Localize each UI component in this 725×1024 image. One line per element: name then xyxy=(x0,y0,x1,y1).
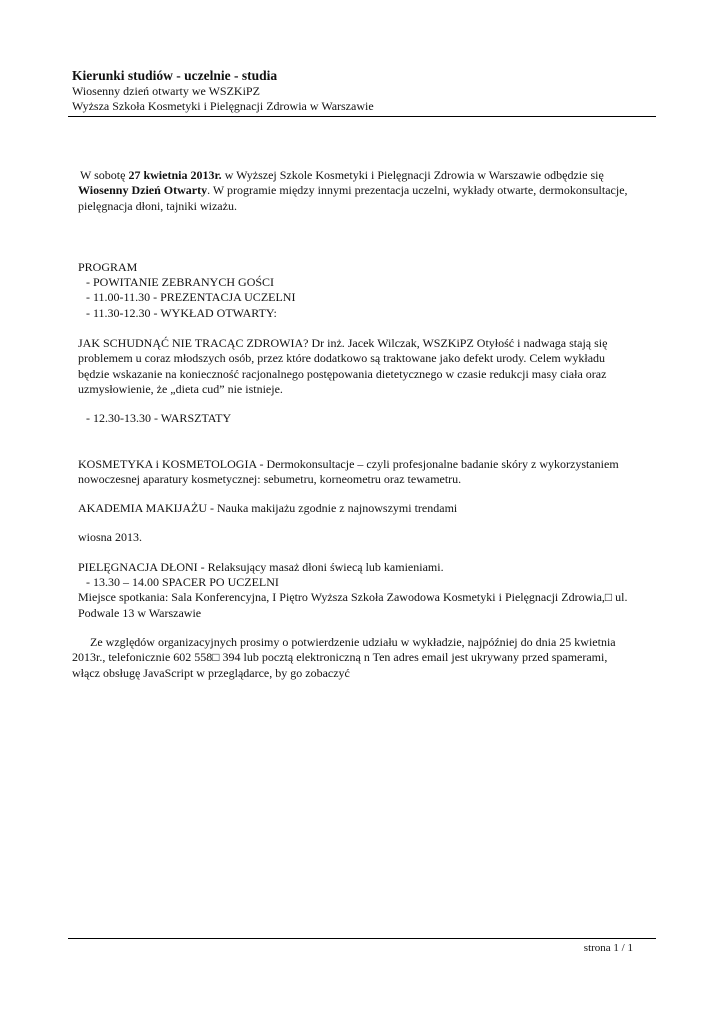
event-name: Wiosenny Dzień Otwarty xyxy=(78,183,208,198)
program-item: - 11.00-11.30 - PREZENTACJA UCZELNI xyxy=(86,290,296,305)
footer-divider xyxy=(68,938,656,939)
intro-text-3: . W programie między innymi prezentacja uczelni, wykłady otwarte, dermokonsultacje, pielęgnacja dłoni, tajniki wizażu. xyxy=(78,183,628,213)
meeting-place: Miejsce spotkania: Sala Konferencyjna, I Piętro Wyższa Szkoła Zawodowa Kosmetyki i Pielęgnacji Zdrowia,□ ul. Podwale 13 w Warszawie xyxy=(78,590,628,620)
kosmetyka-paragraph: KOSMETYKA i KOSMETOLOGIA - Dermokonsultacje – czyli profesjonalne badanie skóry z wykorzystaniem nowoczesnej aparatury kosmetycznej: sebumetru, korneometru oraz tewametru. xyxy=(78,456,619,486)
wiosna-paragraph: wiosna 2013. xyxy=(78,530,142,545)
page-subtitle: Wiosenny dzień otwarty we WSZKiPZ xyxy=(72,84,260,98)
program-item-spacer: - 13.30 – 14.00 SPACER PO UCZELNI xyxy=(86,575,279,590)
contact-paragraph: Ze względów organizacyjnych prosimy o potwierdzenie udziału w wykładzie, najpóźniej do dnia 25 kwietnia 2013r., telefonicznie 602 558□ 394 lub pocztą elektroniczną n Ten adres email jest ukrywany przed spamerami, włącz obsługę JavaScript w przeglądarce, by go zobaczyć xyxy=(72,634,616,680)
school-name: Wyższa Szkoła Kosmetyki i Pielęgnacji Zdrowia w Warszawie xyxy=(72,99,374,113)
pielegnacja-paragraph: PIELĘGNACJA DŁONI - Relaksujący masaż dłoni świecą lub kamieniami. xyxy=(78,559,444,574)
header-divider xyxy=(68,116,656,117)
page-title: Kierunki studiów - uczelnie - studia xyxy=(72,68,278,83)
program-item: - 11.30-12.30 - WYKŁAD OTWARTY: xyxy=(86,305,277,320)
akademia-paragraph: AKADEMIA MAKIJAŻU - Nauka makijażu zgodnie z najnowszymi trendami xyxy=(78,501,458,516)
page-number: strona 1 / 1 xyxy=(583,942,633,954)
document-header xyxy=(72,68,656,114)
program-item: - POWITANIE ZEBRANYCH GOŚCI xyxy=(86,275,275,290)
intro-text-2: w Wyższej Szkole Kosmetyki i Pielęgnacji Zdrowia w Warszawie odbędzie się xyxy=(221,168,604,182)
document-body xyxy=(72,168,632,681)
event-date: 27 kwietnia 2013r. xyxy=(128,168,222,182)
program-item-workshops: - 12.30-13.30 - WARSZTATY xyxy=(86,411,232,426)
lecture-description: JAK SCHUDNĄĆ NIE TRACĄC ZDROWIA? Dr inż. Jacek Wilczak, WSZKiPZ Otyłość i nadwaga stają się problemem u coraz młodszych osób, przez które dodatkowo są traktowane jako defekt urody. Celem wykładu będzie wskazanie na konieczność racjonalnego postępowania dietetycznego w czasie redukcji masy ciała oraz uzmysłowienie, że „dieta cud” nie istnieje. xyxy=(78,336,608,396)
program-heading: PROGRAM xyxy=(78,259,138,274)
intro-paragraph xyxy=(72,168,632,214)
intro-text-1: W sobotę xyxy=(80,168,129,182)
